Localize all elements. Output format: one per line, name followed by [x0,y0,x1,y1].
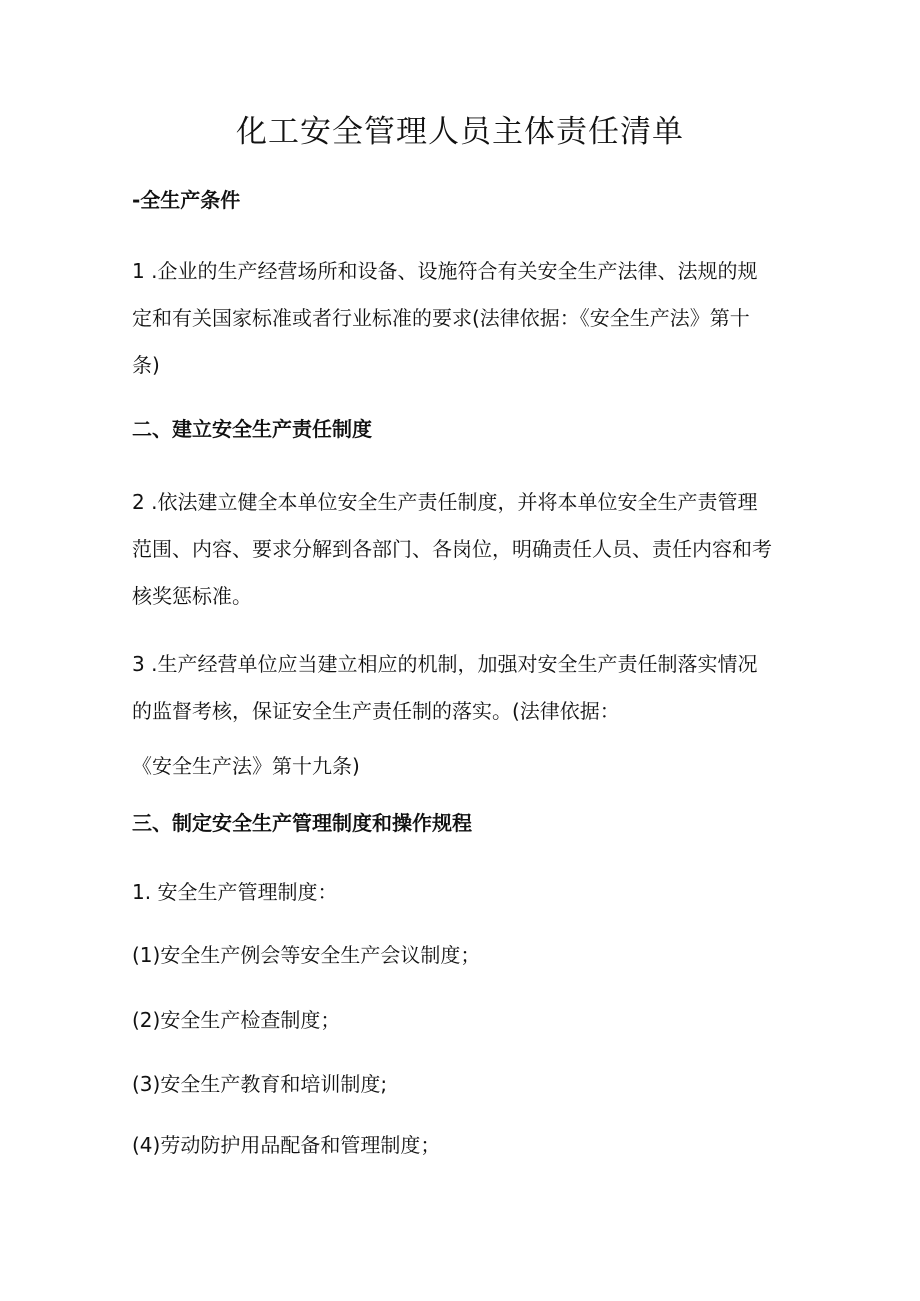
paragraph-3: 3 .生产经营单位应当建立相应的机制，加强对安全生产责任制落实情况的监督考核，保证安全生产责任制的落实。(法律依据： [132,652,758,723]
list-item: (1)安全生产例会等安全生产会议制度； [132,943,481,967]
paragraph-1: 1 .企业的生产经营场所和设备、设施符合有关安全生产法律、法规的规定和有关国家标准或者行业标准的要求(法律依据：《安全生产法》第十条) [132,259,758,377]
section-heading-3: 三、制定安全生产管理制度和操作规程 [132,811,472,835]
section-heading-1: -全生产条件 [132,188,241,212]
list-item: (4)劳动防护用品配备和管理制度； [132,1133,441,1157]
list-item: (2)安全生产检查制度； [132,1008,341,1032]
paragraph-3-citation: 《安全生产法》第十九条) [132,754,360,778]
list-item: (3)安全生产教育和培训制度; [132,1072,388,1096]
document-title: 化工安全管理人员主体责任清单 [236,114,684,150]
paragraph-2: 2 .依法建立健全本单位安全生产责任制度，并将本单位安全生产责管理范围、内容、要求分解到各部门、各岗位，明确责任人员、责任内容和考核奖惩标准。 [132,490,772,608]
list-item: 1. 安全生产管理制度： [132,880,338,904]
section-heading-2: 二、建立安全生产责任制度 [132,417,372,441]
